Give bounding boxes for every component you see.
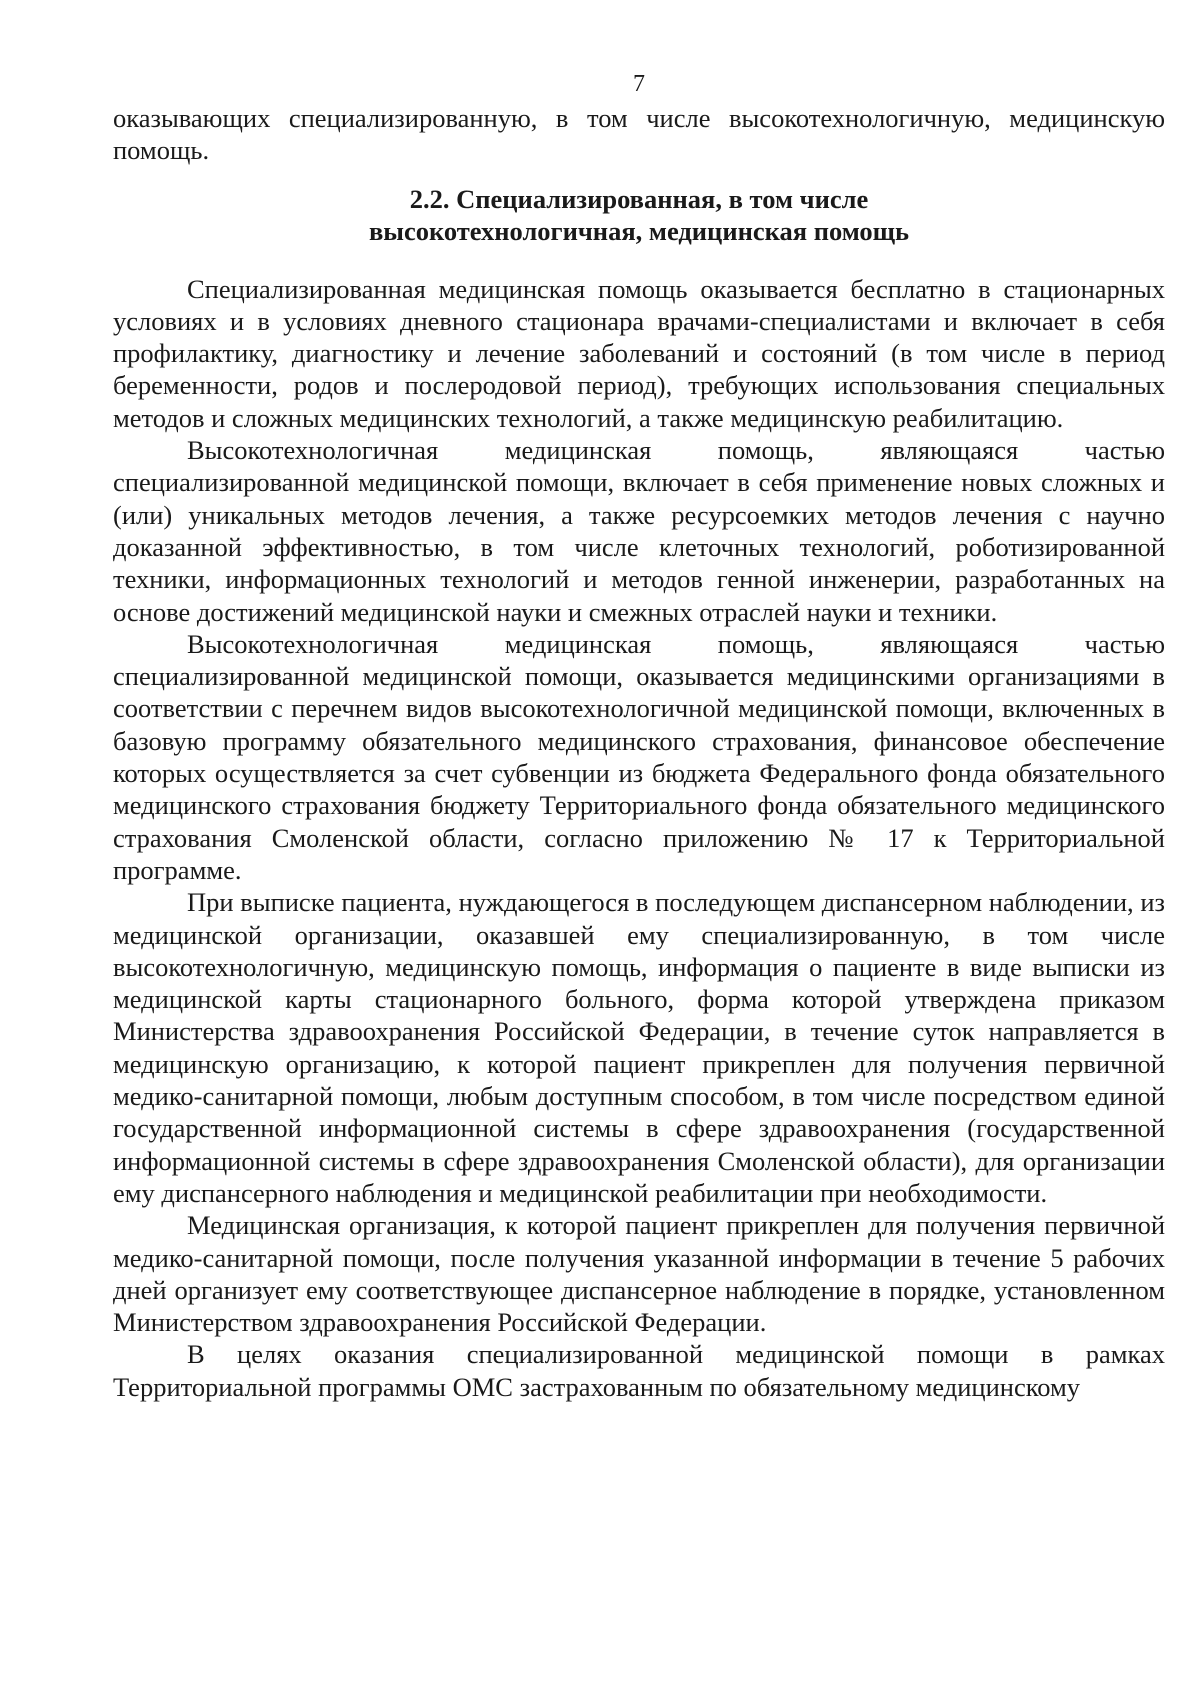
paragraph-discharge-information: При выписке пациента, нуждающегося в последующем диспансерном наблюдении, из медицинской организации, оказавшей ему специализированную, в том числе высокотехнологичную, медицинскую помощь, информация о пациенте в виде выписки из медицинской карты стационарного больного, форма которой утверждена приказом Министерства здравоохранения Российской Федерации, в течение суток направляется в медицинскую организацию, к которой пациент прикреплен для получения первичной медико-санитарной помощи, любым доступным способом, в том числе посредством единой государственной информационной системы в сфере здравоохранения (государственной информационной системы в сфере здравоохранения Смоленской области), для организации ему диспансерного наблюдения и медицинской реабилитации при необходимости. xyxy=(113,887,1165,1208)
section-heading-line-1: 2.2. Специализированная, в том числе xyxy=(409,183,869,214)
continuation-paragraph: оказывающих специализированную, в том числе высокотехнологичную, медицинскую помощь. xyxy=(113,103,1165,166)
paragraph-specialized-care: Специализированная медицинская помощь оказывается бесплатно в стационарных условиях и в условиях дневного стационара врачами-специалистами и включает в себя профилактику, диагностику и лечение заболеваний и состояний (в том числе в период беременности, родов и послеродовой период), требующих использования специальных методов и сложных медицинских технологий, а также медицинскую реабилитацию. xyxy=(113,273,1165,433)
paragraph-oms-specialized-care: В целях оказания специализированной медицинской помощи в рамках Территориальной программы ОМС застрахованным по обязательному медицинскому xyxy=(113,1339,1165,1402)
page-number: 7 xyxy=(633,71,645,97)
paragraph-high-tech-definition: Высокотехнологичная медицинская помощь, являющаяся частью специализированной медицинской помощи, включает в себя применение новых сложных и (или) уникальных методов лечения, а также ресурсоемких методов лечения с научно доказанной эффективностью, в том числе клеточных технологий, роботизированной техники, информационных технологий и методов генной инженерии, разработанных на основе достижений медицинской науки и смежных отраслей науки и техники. xyxy=(113,435,1165,627)
section-heading-line-2: высокотехнологичная, медицинская помощь xyxy=(368,215,910,246)
document-page xyxy=(113,70,1165,1403)
paragraph-dispensary-observation: Медицинская организация, к которой пациент прикреплен для получения первичной медико-санитарной помощи, после получения указанной информации в течение 5 рабочих дней организует ему соответствующее диспансерное наблюдение в порядке, установленном Министерством здравоохранения Российской Федерации. xyxy=(113,1210,1165,1338)
paragraph-high-tech-funding: Высокотехнологичная медицинская помощь, являющаяся частью специализированной медицинской помощи, оказывается медицинскими организациями в соответствии с перечнем видов высокотехнологичной медицинской помощи, включенных в базовую программу обязательного медицинского страхования, финансовое обеспечение которых осуществляется за счет субвенции из бюджета Федерального фонда обязательного медицинского страхования бюджету Территориального фонда обязательного медицинского страхования Смоленской области, согласно приложению № 17 к Территориальной программе. xyxy=(113,628,1165,885)
section-heading xyxy=(113,183,1165,247)
